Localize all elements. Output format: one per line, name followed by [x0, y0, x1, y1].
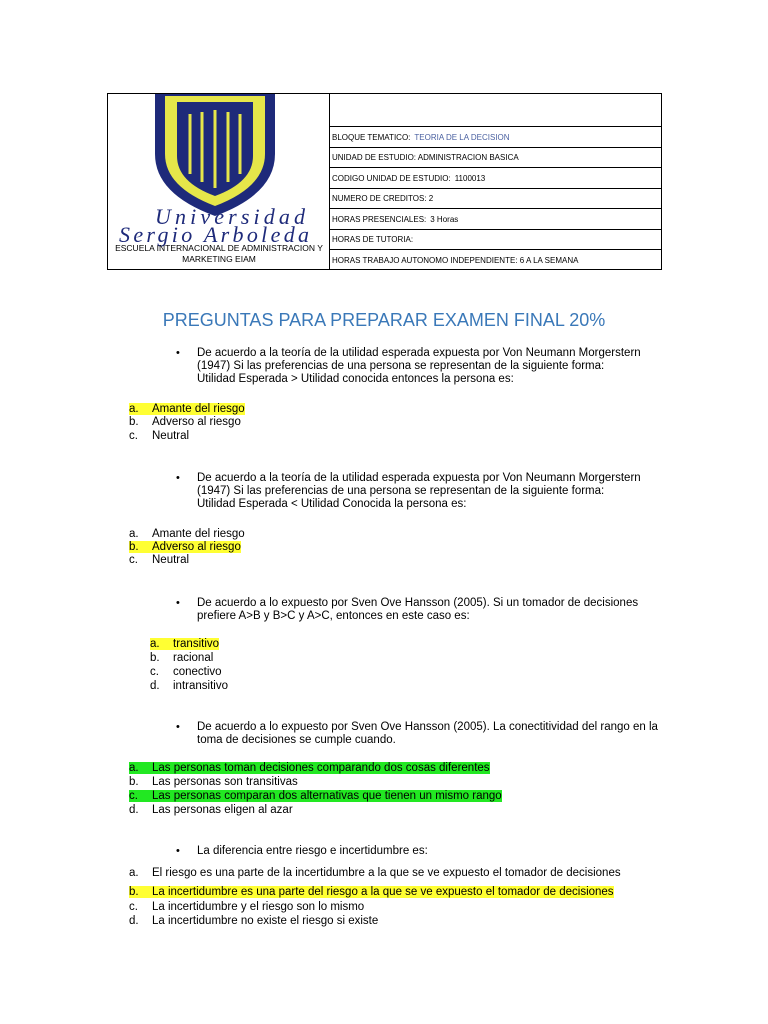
bloque-value: TEORIA DE LA DECISION — [414, 132, 510, 142]
question-3-text: De acuerdo a lo expuesto por Sven Ove Hansson (2005). Si un tomador de decisiones prefiere A>B y B>C y A>C, entonces en este caso es: — [197, 597, 639, 622]
option-2c: c. Neutral — [129, 554, 190, 566]
presenciales-label: HORAS PRESENCIALES: — [332, 214, 427, 224]
question-2 — [176, 472, 666, 511]
option-1c: c. Neutral — [129, 430, 190, 442]
logo-text-2: Sergio Arboleda — [119, 222, 309, 247]
option-4c: c. Las personas comparan dos alternativas que tienen un mismo rango — [129, 790, 502, 802]
autonomo-label: HORAS TRABAJO AUTONOMO INDEPENDIENTE: 6 A LA SEMANA — [332, 255, 579, 265]
university-logo — [119, 94, 352, 247]
option-2b: b. Adverso al riesgo — [129, 541, 241, 553]
question-2-text-2: Utilidad Esperada < Utilidad Conocida la persona es: — [197, 498, 467, 510]
bullet-icon: • — [176, 845, 180, 857]
codigo-label: CODIGO UNIDAD DE ESTUDIO: — [332, 173, 451, 183]
info-row-tutoria — [330, 229, 661, 249]
info-row-bloque — [330, 126, 661, 147]
unidad-label: UNIDAD DE ESTUDIO: ADMINISTRACION BASICA — [332, 153, 519, 162]
school-name: ESCUELA INTERNACIONAL DE ADMINISTRACION Y MARKETING EIAM — [115, 243, 323, 264]
bloque-label: BLOQUE TEMATICO: — [332, 132, 411, 142]
option-5a: a. El riesgo es una parte de la incertidumbre a la que se ve expuesto el tomador de decisiones — [129, 867, 621, 879]
option-5d: d. La incertidumbre no existe el riesgo si existe — [129, 915, 379, 927]
option-3d: d. intransitivo — [150, 680, 228, 692]
question-1-text-2: Utilidad Esperada > Utilidad conocida entonces la persona es: — [197, 373, 514, 385]
option-2a: a. Amante del riesgo — [129, 528, 245, 540]
info-row-codigo — [330, 167, 661, 188]
bullet-icon: • — [176, 721, 180, 733]
question-5 — [176, 845, 666, 858]
presenciales-value: 3 Horas — [430, 214, 459, 224]
option-1b: b. Adverso al riesgo — [129, 416, 241, 428]
option-5c: c. La incertidumbre y el riesgo son lo mismo — [129, 901, 365, 913]
info-row-autonomo — [330, 249, 661, 270]
option-5b: b. La incertidumbre es una parte del riesgo a la que se ve expuesto el tomador de decisiones — [129, 886, 614, 898]
info-cells — [330, 94, 661, 269]
info-row-unidad — [330, 147, 661, 167]
bullet-icon: • — [176, 347, 180, 359]
logo-text-1: Universidad — [155, 204, 305, 229]
info-row-creditos — [330, 188, 661, 208]
option-3c: c. conectivo — [150, 666, 222, 678]
question-4 — [176, 721, 666, 747]
logo-cell — [108, 94, 330, 269]
tutoria-label: HORAS DE TUTORIA: — [332, 235, 414, 244]
codigo-value: 1100013 — [454, 173, 486, 183]
option-4b: b. Las personas son transitivas — [129, 776, 298, 788]
question-4-text: De acuerdo a lo expuesto por Sven Ove Hansson (2005). La conectitividad del rango en la toma de decisiones se cumple cuando. — [197, 721, 658, 746]
question-1 — [176, 347, 666, 386]
bullet-icon: • — [176, 472, 180, 484]
creditos-label: NUMERO DE CREDITOS: 2 — [332, 194, 434, 203]
option-4a: a. Las personas toman decisiones comparando dos cosas diferentes — [129, 762, 490, 774]
option-3b: b. racional — [150, 652, 214, 664]
bullet-icon: • — [176, 597, 180, 609]
option-4d: d. Las personas eligen al azar — [129, 804, 293, 816]
option-3a: a. transitivo — [150, 638, 220, 650]
question-3 — [176, 597, 666, 623]
header-table — [107, 93, 662, 270]
question-1-text: De acuerdo a la teoría de la utilidad esperada expuesta por Von Neumann Morgerstern (1947) Si las preferencias de una persona se representan de la siguiente forma: — [197, 347, 641, 372]
question-2-text: De acuerdo a la teoría de la utilidad esperada expuesta por Von Neumann Morgerstern (1947) Si las preferencias de una persona se representan de la siguiente forma: — [197, 472, 641, 497]
option-1a: a. Amante del riesgo — [129, 403, 245, 415]
info-row-empty — [330, 93, 661, 126]
info-row-presenciales — [330, 208, 661, 229]
question-5-text: La diferencia entre riesgo e incertidumbre es: — [197, 845, 428, 857]
page-title: PREGUNTAS PARA PREPARAR EXAMEN FINAL 20% — [162, 310, 606, 330]
